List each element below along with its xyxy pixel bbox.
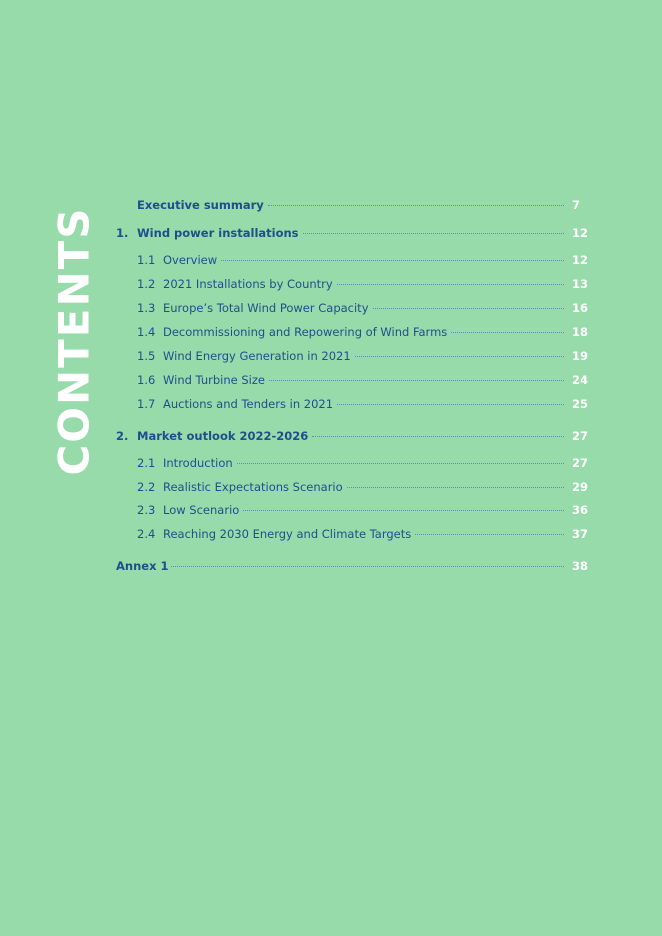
toc-section-number: 1. [116,226,129,240]
toc-entry-1-2[interactable] [137,277,590,295]
toc-page-number: 7 [572,198,581,212]
toc-page-number: 37 [572,527,589,541]
toc-page-number: 38 [572,559,589,573]
toc-page-number: 25 [572,397,589,411]
toc-entry-2-4[interactable] [137,527,590,545]
toc-entry-1-3[interactable] [137,301,590,319]
toc-entry-section-2[interactable] [116,429,590,447]
toc-page-number: 12 [572,253,589,267]
toc-entry-label: Decommissioning and Repowering of Wind Farms [163,325,448,339]
leader-dots [337,404,564,405]
leader-dots [347,487,564,488]
toc-entry-annex-1[interactable] [116,559,590,577]
leader-dots [312,436,564,437]
toc-section-number: 1.6 [137,373,156,387]
leader-dots [221,260,564,261]
toc-section-number: 2.2 [137,480,156,494]
toc-section-number: 2. [116,429,129,443]
toc-page-number: 19 [572,349,589,363]
leader-dots [355,356,564,357]
leader-dots [451,332,564,333]
toc-entry-2-3[interactable] [137,503,590,521]
toc-entry-label: Realistic Expectations Scenario [163,480,343,494]
toc-entry-label: Market outlook 2022-2026 [137,429,309,443]
leader-dots [415,534,564,535]
toc-page-number: 24 [572,373,589,387]
toc-entry-1-5[interactable] [137,349,590,367]
toc-entry-label: Introduction [163,456,233,470]
toc-entry-label: Reaching 2030 Energy and Climate Targets [163,527,412,541]
toc-page-number: 18 [572,325,589,339]
leader-dots [171,566,565,567]
toc-page-number: 27 [572,456,589,470]
leader-dots [269,380,564,381]
toc-entry-executive-summary[interactable] [137,198,590,216]
toc-entry-label: Overview [163,253,218,267]
toc-page-number: 16 [572,301,589,315]
toc-page-number: 13 [572,277,589,291]
toc-entry-1-1[interactable] [137,253,590,271]
toc-section-number: 2.1 [137,456,156,470]
toc-entry-1-4[interactable] [137,325,590,343]
toc-section-number: 1.3 [137,301,156,315]
toc-entry-2-1[interactable] [137,456,590,474]
toc-entry-1-7[interactable] [137,397,590,415]
leader-dots [337,284,564,285]
toc-entry-label: Wind Turbine Size [163,373,265,387]
toc-entry-label: Low Scenario [163,503,240,517]
toc-entry-1-6[interactable] [137,373,590,391]
toc-page-number: 36 [572,503,589,517]
toc-section-number: 2.4 [137,527,156,541]
contents-title-text: CONTENTS [49,205,99,476]
toc-section-number: 1.4 [137,325,156,339]
toc-entry-label: Auctions and Tenders in 2021 [163,397,334,411]
leader-dots [268,205,564,206]
toc-entry-label: Wind power installations [137,226,299,240]
toc-entry-label: Executive summary [137,198,264,212]
leader-dots [303,233,564,234]
toc-section-number: 1.2 [137,277,156,291]
toc-page-number: 29 [572,480,589,494]
toc-page-number: 12 [572,226,589,240]
toc-section-number: 2.3 [137,503,156,517]
toc-page-number: 27 [572,429,589,443]
toc-entry-label: Wind Energy Generation in 2021 [163,349,351,363]
toc-entry-2-2[interactable] [137,480,590,498]
leader-dots [373,308,565,309]
toc-section-number: 1.7 [137,397,156,411]
leader-dots [243,510,564,511]
leader-dots [237,463,564,464]
toc-section-number: 1.1 [137,253,156,267]
toc-section-number: 1.5 [137,349,156,363]
toc-entry-label: Annex 1 [116,559,169,573]
toc-entry-label: Europe’s Total Wind Power Capacity [163,301,369,315]
toc-entry-label: 2021 Installations by Country [163,277,333,291]
toc-entry-section-1[interactable] [116,226,590,244]
